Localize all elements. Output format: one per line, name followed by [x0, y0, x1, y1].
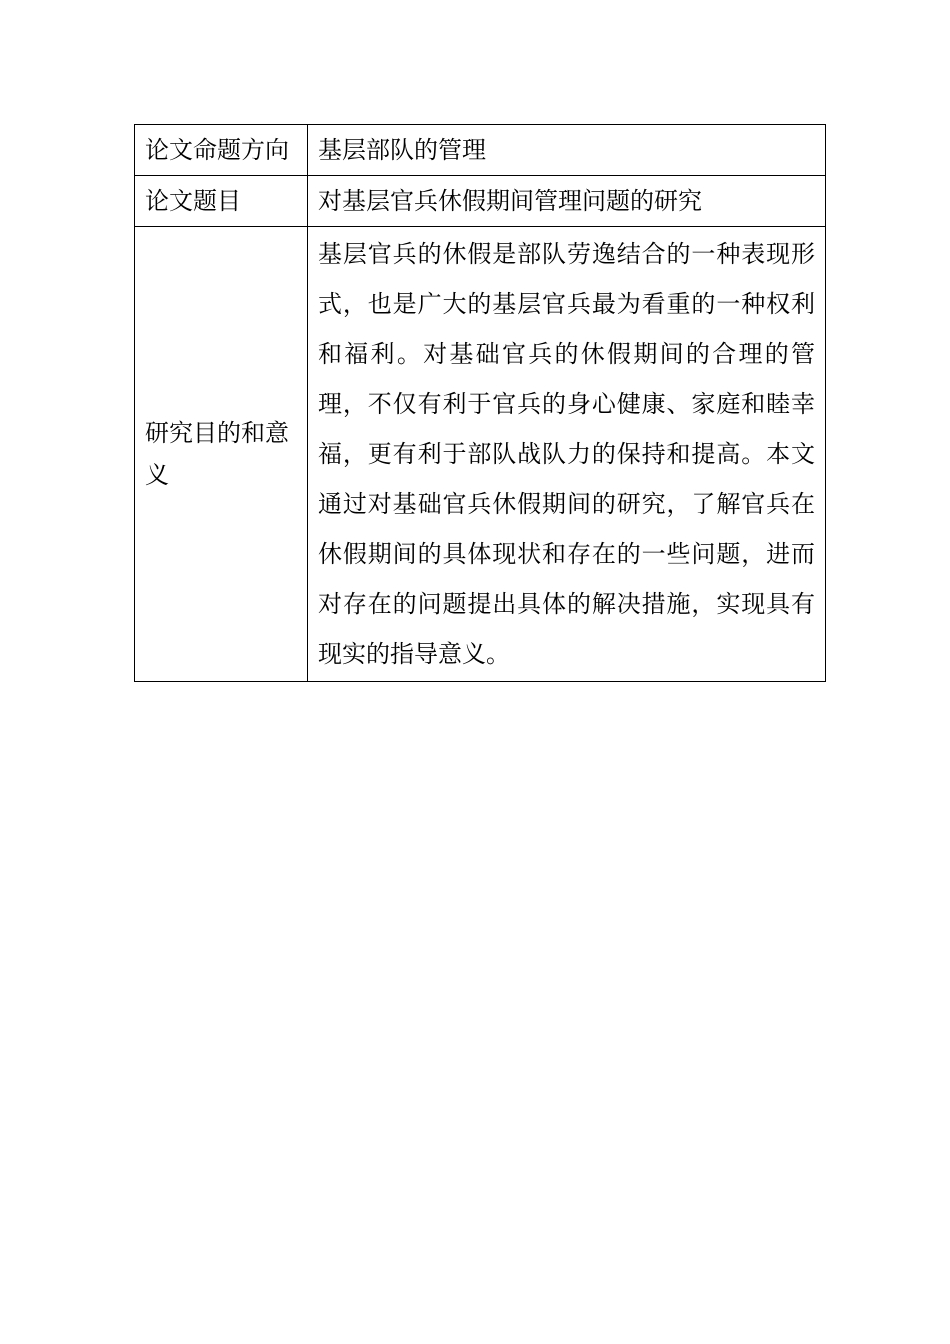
- table-row-thesis-title: [135, 176, 826, 227]
- research-purpose-label: 研究目的和意义: [135, 227, 308, 682]
- topic-direction-value: 基层部队的管理: [308, 125, 826, 176]
- table-row-topic-direction: [135, 125, 826, 176]
- thesis-info-table: [134, 124, 826, 682]
- research-purpose-value: 基层官兵的休假是部队劳逸结合的一种表现形式，也是广大的基层官兵最为看重的一种权利和福利。对基础官兵的休假期间的合理的管理，不仅有利于官兵的身心健康、家庭和睦幸福，更有利于部队战队力的保持和提高。本文通过对基础官兵休假期间的研究，了解官兵在休假期间的具体现状和存在的一些问题，进而对存在的问题提出具体的解决措施，实现具有现实的指导意义。: [308, 227, 826, 682]
- thesis-title-label: 论文题目: [135, 176, 308, 227]
- topic-direction-label: 论文命题方向: [135, 125, 308, 176]
- thesis-title-value: 对基层官兵休假期间管理问题的研究: [308, 176, 826, 227]
- table-row-research-purpose: [135, 227, 826, 682]
